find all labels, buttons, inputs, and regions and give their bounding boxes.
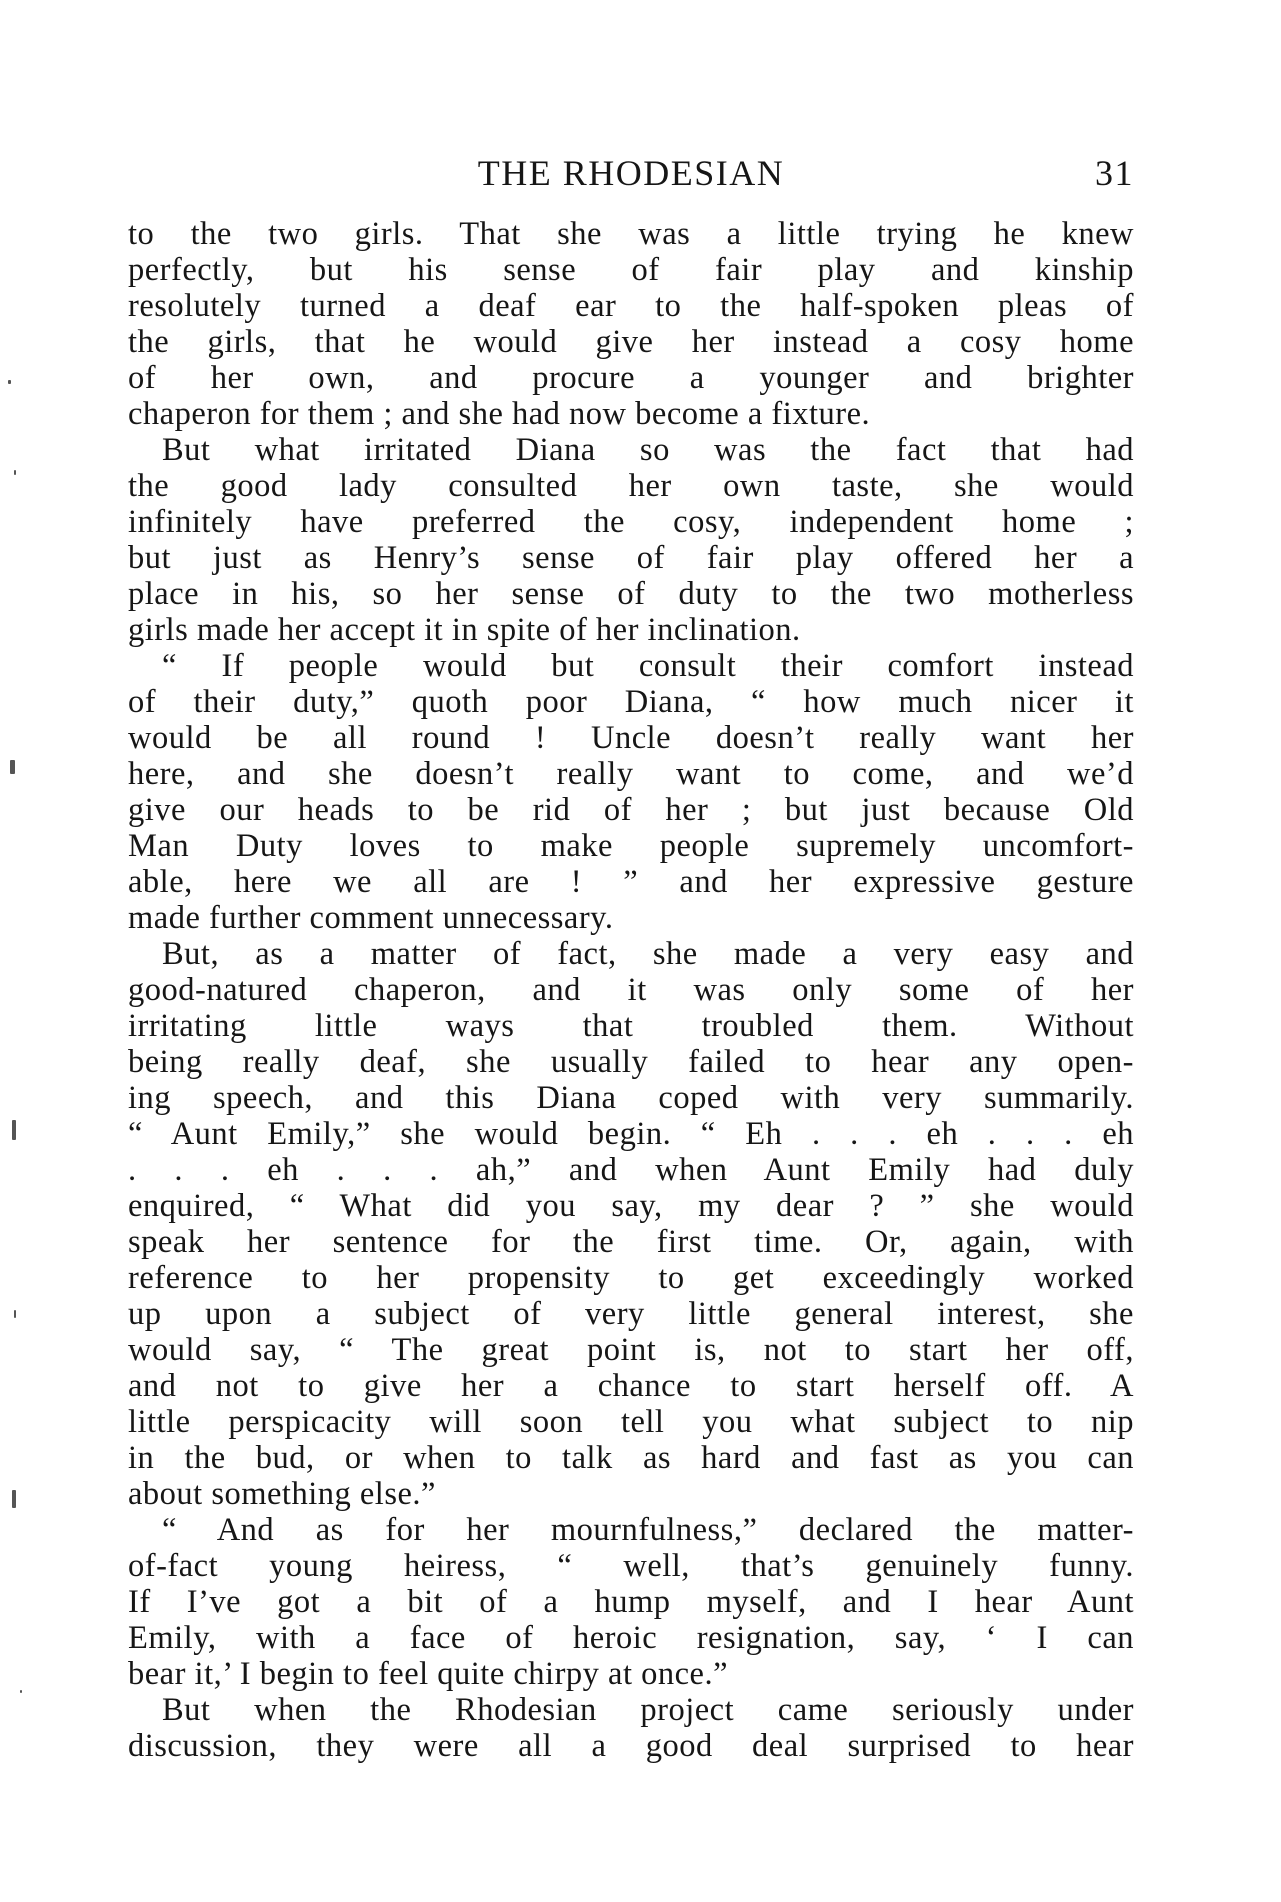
text-line: “ Aunt Emily,” she would begin. “ Eh . . . eh . . . eh: [128, 1116, 1134, 1152]
text-line: Man Duty loves to make people supremely uncomfort-: [128, 828, 1134, 864]
body-text: [128, 216, 1134, 1764]
scan-speck: [8, 380, 11, 384]
text-line: Emily, with a face of heroic resignation, say, ‘ I can: [128, 1620, 1134, 1656]
text-line: irritating little ways that troubled them. Without: [128, 1008, 1134, 1044]
text-line: but just as Henry’s sense of fair play offered her a: [128, 540, 1134, 576]
text-line: the girls, that he would give her instead a cosy home: [128, 324, 1134, 360]
text-line: of their duty,” quoth poor Diana, “ how much nicer it: [128, 684, 1134, 720]
text-line: the good lady consulted her own taste, she would: [128, 468, 1134, 504]
text-line: to the two girls. That she was a little trying he knew: [128, 216, 1134, 252]
text-line: speak her sentence for the first time. Or, again, with: [128, 1224, 1134, 1260]
paragraph-start-line: But, as a matter of fact, she made a very easy and: [162, 936, 1134, 972]
text-line: would say, “ The great point is, not to start her off,: [128, 1332, 1134, 1368]
page-number: 31: [1095, 153, 1134, 193]
text-line: bear it,’ I begin to feel quite chirpy at once.”: [128, 1656, 729, 1692]
text-line: made further comment unnecessary.: [128, 900, 614, 936]
text-line: reference to her propensity to get exceedingly worked: [128, 1260, 1134, 1296]
scan-speck: [10, 760, 15, 774]
text-line: would be all round ! Uncle doesn’t really want her: [128, 720, 1134, 756]
scan-speck: [12, 1120, 16, 1140]
text-line: give our heads to be rid of her ; but just because Old: [128, 792, 1134, 828]
scan-speck: [20, 1690, 22, 1693]
text-line: infinitely have preferred the cosy, independent home ;: [128, 504, 1134, 540]
paragraph-start-line: “ And as for her mournfulness,” declared the matter-: [162, 1512, 1134, 1548]
text-line: . . . eh . . . ah,” and when Aunt Emily had duly: [128, 1152, 1134, 1188]
text-line: of-fact young heiress, “ well, that’s genuinely funny.: [128, 1548, 1134, 1584]
text-line: able, here we all are ! ” and her expressive gesture: [128, 864, 1134, 900]
text-line: about something else.”: [128, 1476, 436, 1512]
text-line: perfectly, but his sense of fair play and kinship: [128, 252, 1134, 288]
text-line: girls made her accept it in spite of her inclination.: [128, 612, 801, 648]
text-line: being really deaf, she usually failed to hear any open-: [128, 1044, 1134, 1080]
text-line: in the bud, or when to talk as hard and fast as you can: [128, 1440, 1134, 1476]
paragraph-start-line: But when the Rhodesian project came seriously under: [162, 1692, 1134, 1728]
text-line: of her own, and procure a younger and brighter: [128, 360, 1134, 396]
text-line: If I’ve got a bit of a hump myself, and I hear Aunt: [128, 1584, 1134, 1620]
scan-speck: [14, 470, 16, 475]
scan-speck: [12, 1490, 16, 1508]
text-line: place in his, so her sense of duty to the two motherless: [128, 576, 1134, 612]
running-head: [128, 148, 1134, 198]
paragraph-start-line: But what irritated Diana so was the fact that had: [162, 432, 1134, 468]
paragraph-start-line: “ If people would but consult their comfort instead: [162, 648, 1134, 684]
text-line: here, and she doesn’t really want to come, and we’d: [128, 756, 1134, 792]
scan-speck: [14, 1310, 16, 1318]
text-line: little perspicacity will soon tell you what subject to nip: [128, 1404, 1134, 1440]
text-line: up upon a subject of very little general interest, she: [128, 1296, 1134, 1332]
text-line: enquired, “ What did you say, my dear ? ” she would: [128, 1188, 1134, 1224]
text-line: good-natured chaperon, and it was only some of her: [128, 972, 1134, 1008]
text-line: resolutely turned a deaf ear to the half-spoken pleas of: [128, 288, 1134, 324]
text-line: discussion, they were all a good deal surprised to hear: [128, 1728, 1134, 1764]
running-title: THE RHODESIAN: [477, 153, 785, 193]
text-line: chaperon for them ; and she had now become a fixture.: [128, 396, 871, 432]
text-line: and not to give her a chance to start herself off. A: [128, 1368, 1134, 1404]
text-line: ing speech, and this Diana coped with very summarily.: [128, 1080, 1134, 1116]
